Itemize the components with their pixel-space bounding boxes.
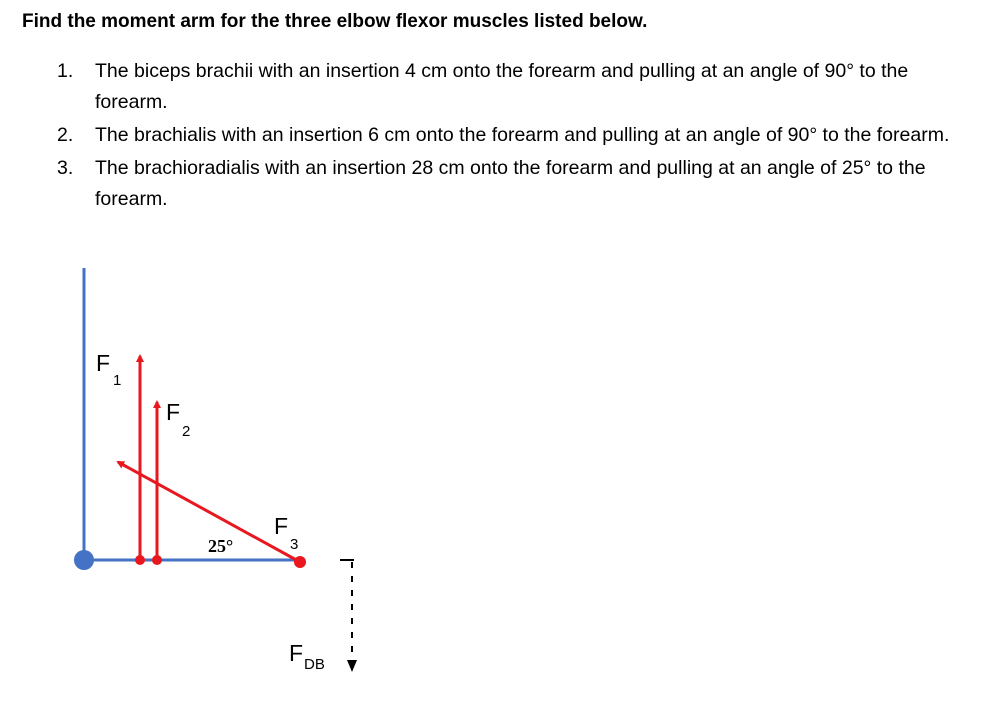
angle-label: 25° xyxy=(208,536,234,556)
f1-subscript: 1 xyxy=(113,372,122,389)
f2-insertion-point xyxy=(152,555,162,565)
page-title: Find the moment arm for the three elbow flexor muscles listed below. xyxy=(22,11,648,32)
f2-label: F xyxy=(166,399,181,425)
problem-item-brachialis xyxy=(0,120,955,151)
problem-item-brachioradialis xyxy=(0,153,955,215)
problem-number: 1. xyxy=(57,60,74,82)
problem-item-biceps xyxy=(0,56,955,118)
f1-insertion-point xyxy=(135,555,145,565)
f2-subscript: 2 xyxy=(182,423,191,440)
problem-text: The biceps brachii with an insertion 4 cm onto the forearm and pulling at an angle of 90° to the forearm. xyxy=(95,60,909,113)
problem-number: 2. xyxy=(57,124,74,146)
f3-subscript: 3 xyxy=(290,536,299,553)
problem-text: The brachioradialis with an insertion 28 cm onto the forearm and pulling at an angle of 25° to the forearm. xyxy=(95,157,926,210)
f3-label: F xyxy=(274,513,289,539)
fdb-label: F xyxy=(289,640,304,666)
elbow-diagram xyxy=(0,250,992,702)
fdb-subscript: DB xyxy=(304,656,325,673)
f3-insertion-point xyxy=(294,556,306,568)
problem-number: 3. xyxy=(57,157,74,179)
problem-list xyxy=(0,56,992,217)
f1-label: F xyxy=(96,350,111,376)
problem-text: The brachialis with an insertion 6 cm onto the forearm and pulling at an angle of 90° to the forearm. xyxy=(95,124,950,146)
elbow-joint xyxy=(74,550,94,570)
